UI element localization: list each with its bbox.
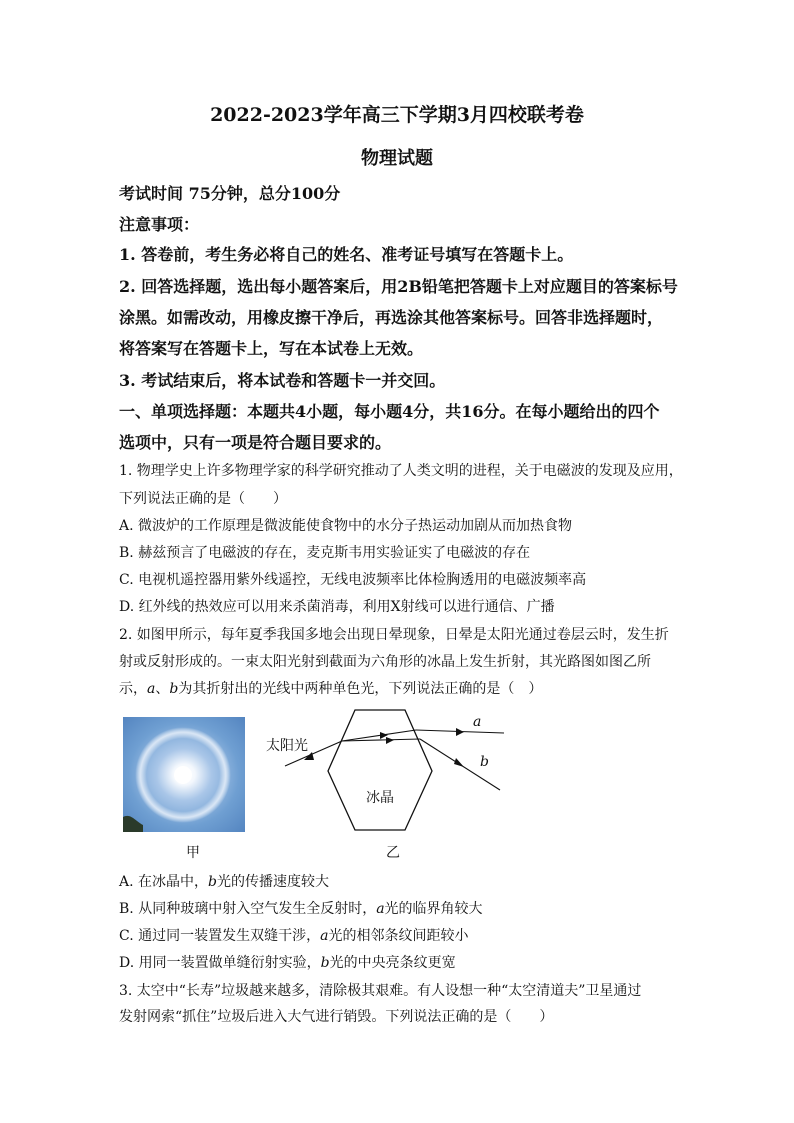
ice-crystal-diagram: [260, 706, 520, 836]
q1-option-d: D. 红外线的热效应可以用来杀菌消毒，利用X射线可以进行通信、广播: [119, 599, 555, 615]
caption-yi: 乙: [386, 845, 400, 861]
q2-c-post: 光的相邻条纹间距较小: [328, 928, 469, 944]
q3-stem-line-1: 3. 太空中“长寿”垃圾越来越多，清除极其艰难。有人设想一种“太空清道夫”卫星通过: [119, 983, 642, 999]
q2-stem-line-1: 2. 如图甲所示，每年夏季我国多地会出现日晕现象，日晕是太阳光通过卷层云时，发生折: [119, 627, 669, 643]
label-ice: 冰晶: [366, 790, 394, 806]
q2-c-pre: C. 通过同一装置发生双缝干涉，: [119, 928, 321, 944]
light-path-svg: [260, 706, 520, 836]
q2-a-pre: A. 在冰晶中，: [119, 874, 209, 890]
exam-info: 考试时间 75分钟，总分100分: [119, 184, 341, 203]
var-b: b: [169, 681, 179, 697]
sun-halo-photo: [123, 717, 245, 832]
section-1-line-2: 选项中，只有一项是符合题目要求的。: [119, 433, 392, 452]
label-ray-b: b: [480, 754, 489, 770]
var-a: a: [147, 681, 156, 697]
label-ray-a: a: [473, 714, 482, 730]
q2-stem-l3-post: 为其折射出的光线中两种单色光，下列说法正确的是（ ）: [178, 681, 543, 697]
ray-b-out-arrow: [454, 758, 464, 767]
q2-d-pre: D. 用同一装置做单缝衍射实验，: [119, 955, 321, 971]
q1-stem-line-1: 1. 物理学史上许多物理学家的科学研究推动了人类文明的进程，关于电磁波的发现及应用，: [119, 463, 683, 479]
note-2-line-3: 将答案写在答题卡上，写在本试卷上无效。: [119, 339, 424, 358]
hexagon-ice-crystal: [328, 710, 432, 830]
q2-a-var: b: [208, 874, 217, 890]
subject-title: 物理试题: [361, 148, 433, 169]
q1-option-a: A. 微波炉的工作原理是微波能使食物中的水分子热运动加剧从而加热食物: [119, 518, 573, 534]
exam-title: 2022-2023学年高三下学期3月四校联考卷: [210, 104, 584, 126]
q2-a-post: 光的传播速度较大: [216, 874, 329, 890]
q2-d-var: b: [320, 955, 330, 971]
note-3: 3. 考试结束后，将本试卷和答题卡一并交回。: [119, 371, 446, 390]
q2-stem-l3-mid: 、: [155, 681, 170, 697]
q2-d-post: 光的中央亮条纹更宽: [329, 955, 456, 971]
q2-stem-l3-pre: 示，: [119, 681, 147, 697]
q2-c-var: a: [320, 928, 329, 944]
ray-a-out-arrow: [456, 728, 464, 736]
q2-option-c: [119, 925, 468, 945]
q1-option-b: B. 赫兹预言了电磁波的存在，麦克斯韦用实验证实了电磁波的存在: [119, 545, 531, 561]
note-2-line-2: 涂黑。如需改动，用橡皮擦干净后，再选涂其他答案标号。回答非选择题时，: [119, 308, 664, 327]
q2-stem-line-3: [119, 678, 542, 698]
note-2-line-1: 2. 回答选择题，选出每小题答案后，用2B铅笔把答题卡上对应题目的答案标号: [119, 277, 678, 296]
q1-stem-line-2: 下列说法正确的是（ ）: [119, 491, 287, 507]
q3-stem-line-2: 发射网索“抓住”垃圾后进入大气进行销毁。下列说法正确的是（ ）: [119, 1009, 554, 1025]
notes-heading: 注意事项：: [119, 215, 200, 234]
caption-jia: 甲: [186, 845, 200, 861]
q2-option-d: [119, 952, 456, 972]
q2-b-pre: B. 从同种玻璃中射入空气发生全反射时，: [119, 901, 377, 917]
sun-halo-image: [123, 717, 245, 832]
q2-b-var: a: [376, 901, 385, 917]
q2-b-post: 光的临界角较大: [384, 901, 483, 917]
section-1-line-1: 一、单项选择题：本题共4小题，每小题4分，共16分。在每小题给出的四个: [119, 402, 660, 421]
q1-option-c: C. 电视机遥控器用紫外线遥控，无线电波频率比体检胸透用的电磁波频率高: [119, 572, 587, 588]
label-sunlight: 太阳光: [266, 738, 308, 754]
ray-b-inside-arrow: [386, 737, 394, 744]
q2-stem-line-2: 射或反射形成的。一束太阳光射到截面为六角形的冰晶上发生折射，其光路图如图乙所: [119, 654, 651, 670]
note-1: 1. 答卷前，考生务必将自己的姓名、准考证号填写在答题卡上。: [119, 245, 574, 264]
q2-option-a: [119, 871, 329, 891]
q2-option-b: [119, 898, 483, 918]
